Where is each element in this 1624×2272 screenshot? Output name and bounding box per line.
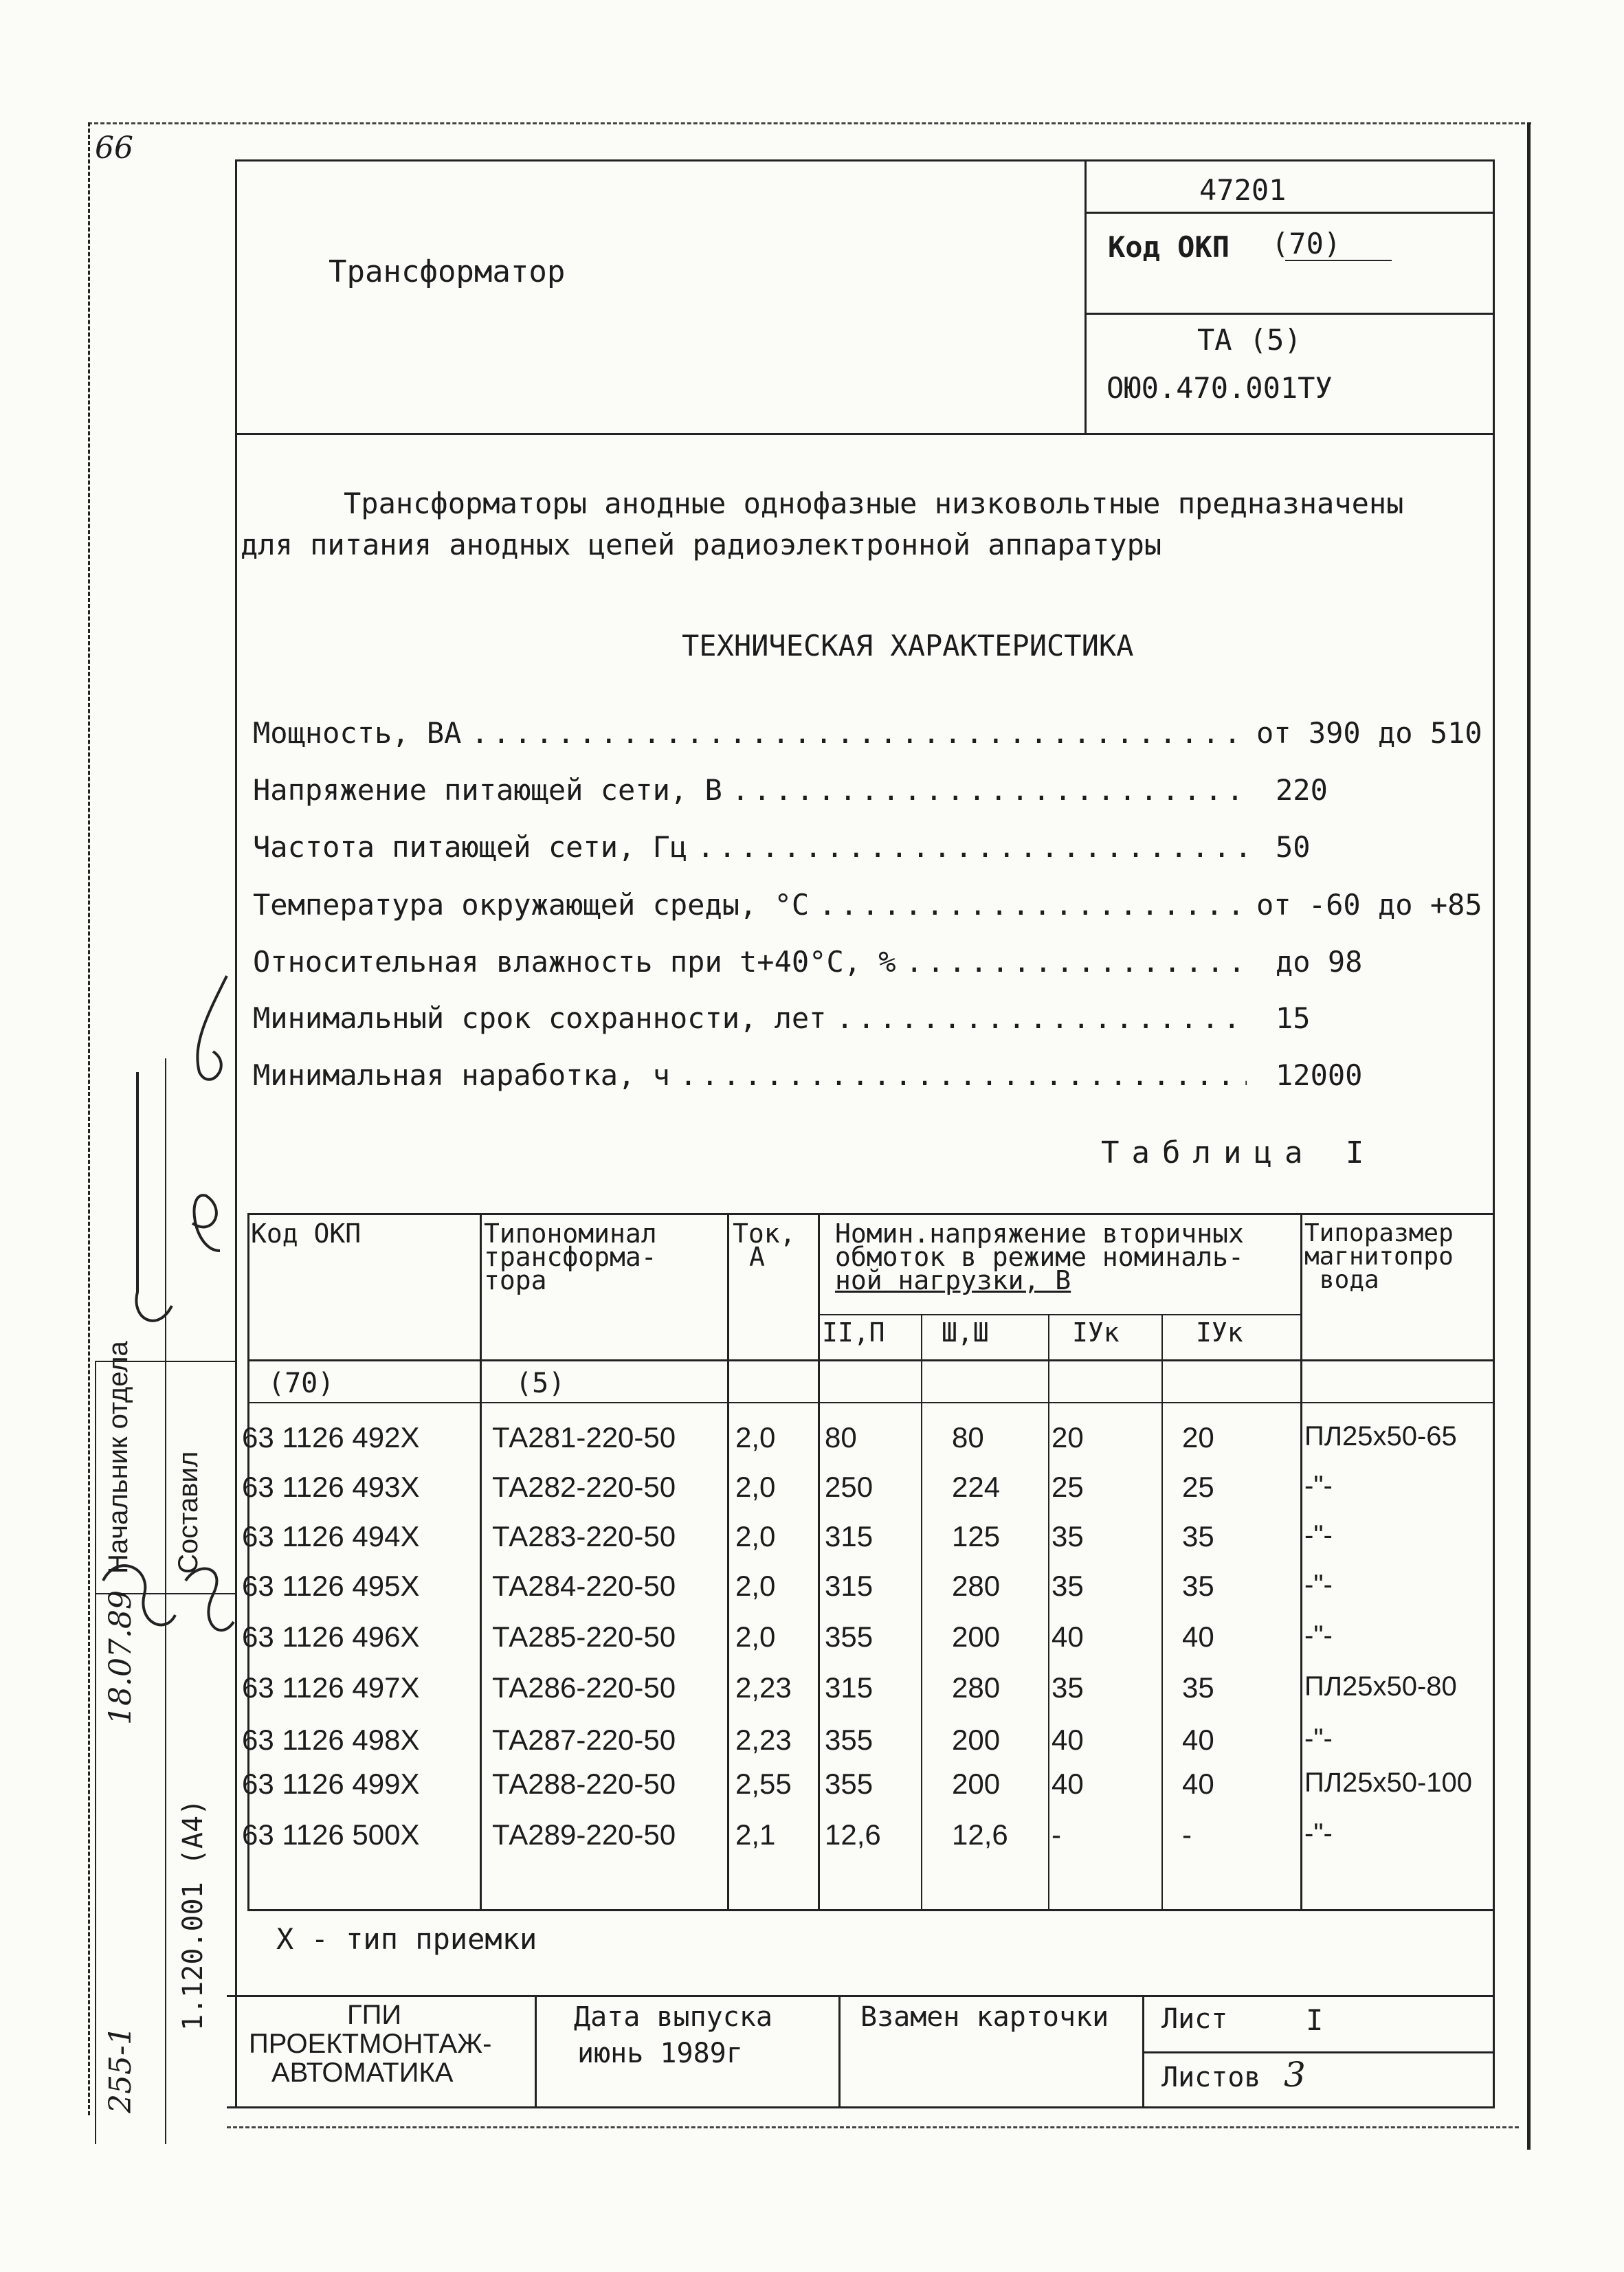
table-cell-current: 2,0: [735, 1621, 776, 1653]
signature-5: [103, 1566, 175, 1625]
spec-label: Относительная влажность при t+40°С, %: [253, 945, 896, 979]
margin-head-dept: Начальник отдела: [103, 1341, 133, 1574]
footer-sheets-label: Листов: [1161, 2062, 1261, 2093]
table-caption: Таблица I: [1101, 1135, 1377, 1170]
footer-col-1: [535, 1995, 537, 2106]
table-cell-v3: 35: [1052, 1671, 1084, 1704]
margin-form-code: 1.120.001 (А4): [177, 1798, 209, 2031]
table-col-left: [247, 1213, 249, 1911]
table-cell-core: -"-: [1304, 1621, 1333, 1651]
table-header-type-1: Типономинал: [484, 1218, 657, 1249]
table-cell-core: ПЛ25х50-65: [1304, 1421, 1457, 1451]
table-col-v3: [1048, 1314, 1049, 1911]
table-header-voltage-1: Номин.напряжение вторичных: [835, 1218, 1244, 1249]
table-cell-v1: 315: [825, 1570, 874, 1602]
table-header-code: Код ОКП: [251, 1218, 361, 1249]
table-header-type-3: тора: [484, 1265, 547, 1295]
spec-value: от 390 до 510: [1256, 716, 1482, 750]
top-dashed-border: [88, 122, 1531, 124]
table-cell-v3: 40: [1052, 1768, 1084, 1800]
signatures-graphic: [89, 962, 241, 1704]
table-cell-v4: 35: [1182, 1570, 1214, 1602]
spec-number: ОЮ0.470.001ТУ: [1106, 371, 1333, 405]
table-cell-v4: 40: [1182, 1621, 1214, 1653]
footer-org-line-2: ПРОЕКТМОНТАЖ-: [249, 2029, 492, 2059]
table-cell-code: 63 1126 496Х: [242, 1621, 420, 1653]
table-footnote: Х - тип приемки: [276, 1922, 537, 1956]
spec-row-temperature: [253, 888, 1483, 929]
table-subcode-okp: (70): [268, 1368, 335, 1399]
main-frame-top: [235, 159, 1495, 162]
code-number: 47201: [1199, 173, 1287, 207]
footer-sheet-line: [1142, 2051, 1495, 2053]
signature-2: [136, 1072, 172, 1321]
table-header-current-2: А: [749, 1242, 765, 1272]
footer-col-3: [1142, 1995, 1144, 2106]
table-header-voltage-3: ной нагрузки, В: [835, 1265, 1071, 1295]
table-cell-v2: 200: [952, 1621, 1001, 1653]
table-top-line: [247, 1213, 1493, 1215]
spec-row-storage: [253, 1001, 1483, 1043]
table-header-core-1: Типоразмер: [1304, 1219, 1454, 1247]
table-cell-type: ТА281-220-50: [492, 1421, 676, 1454]
spec-label: Мощность, ВА: [253, 716, 462, 750]
footer-release-value: июнь 1989г: [577, 2038, 743, 2069]
spec-label: Минимальная наработка, ч: [253, 1058, 670, 1092]
table-cell-current: 2,0: [735, 1570, 776, 1602]
spec-row-frequency: [253, 830, 1483, 871]
table-cell-v2: 200: [952, 1768, 1001, 1800]
spec-row-power: [253, 716, 1483, 757]
table-col-v1: [818, 1213, 820, 1911]
signature-4: [186, 1569, 234, 1631]
footer-sheet-label: Лист: [1161, 2003, 1228, 2035]
table-cell-v3: 20: [1052, 1421, 1084, 1454]
specs-heading: ТЕХНИЧЕСКАЯ ХАРАКТЕРИСТИКА: [682, 629, 1134, 662]
title-block-bottom: [235, 433, 1495, 435]
table-cell-core: -"-: [1304, 1570, 1333, 1600]
spec-value: 50: [1276, 830, 1311, 864]
table-cell-type: ТА286-220-50: [492, 1671, 676, 1704]
table-cell-v3: 35: [1052, 1520, 1084, 1552]
table-cell-current: 2,55: [735, 1768, 792, 1800]
table-cell-v3: 40: [1052, 1724, 1084, 1756]
product-name: Трансформатор: [329, 254, 566, 289]
table-cell-v2: 12,6: [952, 1818, 1008, 1851]
margin-date: 18.07.89: [103, 1590, 138, 1725]
table-cell-current: 2,0: [735, 1471, 776, 1503]
table-cell-code: 63 1126 498Х: [242, 1724, 420, 1756]
table-header-v3: IУк: [1072, 1317, 1120, 1348]
table-cell-v2: 80: [952, 1421, 984, 1454]
bottom-dashed-border: [227, 2126, 1519, 2128]
table-cell-code: 63 1126 500Х: [242, 1818, 420, 1851]
table-cell-core: -"-: [1304, 1724, 1333, 1754]
table-cell-core: ПЛ25х50-80: [1304, 1671, 1457, 1702]
right-border: [1527, 122, 1531, 2150]
table-cell-current: 2,1: [735, 1818, 776, 1851]
table-cell-v3: 35: [1052, 1570, 1084, 1602]
okp-code-label: Код ОКП: [1108, 230, 1230, 264]
table-header-core-3: вода: [1320, 1266, 1379, 1294]
table-col-core: [1300, 1213, 1302, 1911]
footer-replaces-label: Взамен карточки: [860, 2001, 1109, 2033]
table-header-v4: IУк: [1196, 1317, 1243, 1348]
table-cell-code: 63 1126 495Х: [242, 1570, 420, 1602]
table-subcode-type: (5): [515, 1368, 566, 1399]
table-header-type-2: трансформа-: [484, 1242, 657, 1272]
spec-label: Напряжение питающей сети, В: [253, 773, 722, 807]
table-cell-current: 2,0: [735, 1520, 776, 1552]
table-header-v2: Ш,Ш: [942, 1317, 989, 1348]
table-cell-core: ПЛ25х50-100: [1304, 1768, 1473, 1798]
table-cell-current: 2,23: [735, 1671, 792, 1704]
table-cell-type: ТА284-220-50: [492, 1570, 676, 1602]
table-cell-v4: 25: [1182, 1471, 1214, 1503]
title-block-line2: [1084, 313, 1495, 315]
main-frame-right: [1493, 159, 1495, 2107]
table-cell-v4: 20: [1182, 1421, 1214, 1454]
table-header-v1: II,П: [822, 1317, 885, 1348]
table-cell-type: ТА285-220-50: [492, 1621, 676, 1653]
table-cell-v4: -: [1182, 1818, 1192, 1851]
table-cell-v4: 35: [1182, 1520, 1214, 1552]
title-block-divider: [1084, 159, 1087, 434]
table-cell-code: 63 1126 497Х: [242, 1671, 420, 1704]
table-header-voltage-2: обмоток в режиме номиналь-: [835, 1242, 1244, 1272]
table-cell-v1: 355: [825, 1621, 874, 1653]
table-code-row-bottom: [247, 1402, 1493, 1403]
spec-value: от -60 до +85: [1256, 888, 1482, 922]
table-cell-current: 2,23: [735, 1724, 792, 1756]
table-bottom-line: [247, 1909, 1493, 1911]
margin-compiled: Составил: [173, 1451, 203, 1574]
table-cell-v2: 224: [952, 1471, 1001, 1503]
footer-bottom-line: [227, 2106, 1495, 2108]
spec-value: 12000: [1276, 1058, 1363, 1092]
table-cell-v1: 315: [825, 1671, 874, 1704]
spec-label: Температура окружающей среды, °С: [253, 888, 810, 922]
table-cell-core: -"-: [1304, 1471, 1333, 1501]
table-cell-core: -"-: [1304, 1818, 1333, 1849]
okp-code-underline: [1285, 260, 1392, 261]
okp-code-value: (70): [1271, 227, 1342, 260]
table-header-bottom: [247, 1359, 1493, 1361]
table-col-v2: [921, 1314, 922, 1911]
table-cell-v2: 280: [952, 1570, 1001, 1602]
table-header-current-1: Ток,: [733, 1218, 796, 1249]
table-col-v4: [1161, 1314, 1163, 1911]
table-cell-v4: 40: [1182, 1724, 1214, 1756]
table-cell-type: ТА282-220-50: [492, 1471, 676, 1503]
description-line-2: для питания анодных цепей радиоэлектронной аппаратуры: [241, 528, 1162, 561]
table-cell-v4: 35: [1182, 1671, 1214, 1704]
table-cell-core: -"-: [1304, 1520, 1333, 1550]
spec-label: Минимальный срок сохранности, лет: [253, 1001, 827, 1035]
table-header-core-2: магнитопро: [1304, 1243, 1454, 1271]
page-number: 66: [95, 131, 133, 166]
table-cell-v1: 250: [825, 1471, 874, 1503]
description-line-1: Трансформаторы анодные однофазные низковольтные предназначены: [344, 487, 1404, 520]
footer-col-2: [838, 1995, 841, 2106]
table-cell-v3: 25: [1052, 1471, 1084, 1503]
footer-release-label: Дата выпуска: [574, 2001, 772, 2033]
footer-sheet-value: I: [1306, 2003, 1324, 2037]
table-cell-code: 63 1126 499Х: [242, 1768, 420, 1800]
footer-org-line-1: ГПИ: [347, 2000, 402, 2030]
table-cell-current: 2,0: [735, 1421, 776, 1454]
signature-3: [192, 1195, 220, 1251]
spec-value: 15: [1276, 1001, 1311, 1035]
table-cell-code: 63 1126 493Х: [242, 1471, 420, 1503]
spec-row-voltage: [253, 773, 1483, 814]
table-cell-type: ТА283-220-50: [492, 1520, 676, 1552]
table-col-type: [480, 1213, 482, 1911]
footer-sheets-value: 3: [1284, 2055, 1306, 2095]
margin-registry: 255-1: [103, 2026, 138, 2113]
footer-top-line: [227, 1995, 1495, 1997]
table-cell-v1: 355: [825, 1724, 874, 1756]
table-cell-type: ТА288-220-50: [492, 1768, 676, 1800]
spec-row-lifetime: [253, 1058, 1483, 1100]
table-cell-type: ТА289-220-50: [492, 1818, 676, 1851]
table-cell-v1: 12,6: [825, 1818, 881, 1851]
table-cell-v1: 355: [825, 1768, 874, 1800]
spec-value: 220: [1276, 773, 1328, 807]
table-cell-v1: 315: [825, 1520, 874, 1552]
type-code: ТА (5): [1197, 323, 1302, 357]
table-cell-v3: -: [1052, 1818, 1061, 1851]
table-cell-type: ТА287-220-50: [492, 1724, 676, 1756]
table-cell-v3: 40: [1052, 1621, 1084, 1653]
table-voltage-subheader-line: [818, 1314, 1300, 1315]
title-block-line1: [1084, 212, 1495, 214]
table-cell-v2: 280: [952, 1671, 1001, 1704]
table-cell-code: 63 1126 494Х: [242, 1520, 420, 1552]
spec-row-humidity: [253, 945, 1483, 986]
spec-value: до 98: [1276, 945, 1363, 979]
signature-1: [197, 976, 227, 1080]
table-cell-v4: 40: [1182, 1768, 1214, 1800]
table-col-current: [727, 1213, 729, 1911]
table-cell-code: 63 1126 492Х: [242, 1421, 420, 1454]
footer-org-line-3: АВТОМАТИКА: [271, 2058, 454, 2088]
spec-label: Частота питающей сети, Гц: [253, 830, 688, 864]
table-cell-v1: 80: [825, 1421, 857, 1454]
table-cell-v2: 200: [952, 1724, 1001, 1756]
table-cell-v2: 125: [952, 1520, 1001, 1552]
